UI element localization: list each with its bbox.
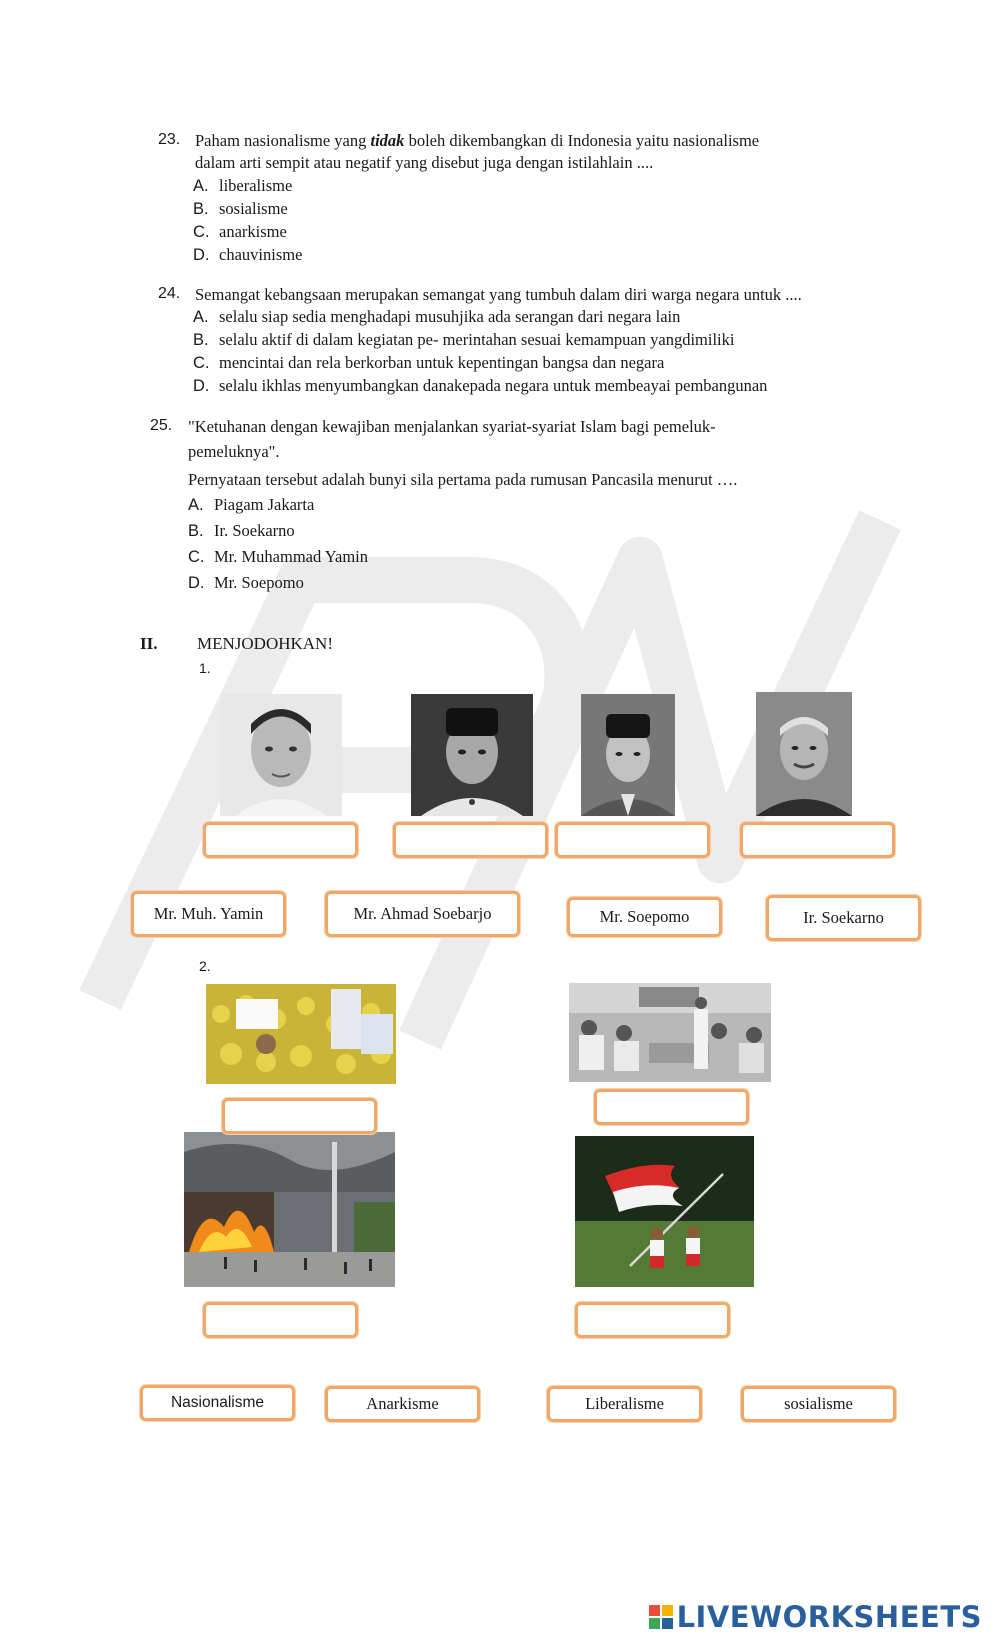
option-text: selalu aktif di dalam kegiatan pe- merintahan sesuai kemampuan yangdimiliki — [219, 330, 735, 349]
answer-box-photo-burning[interactable] — [203, 1302, 358, 1338]
answer-box-portrait-2[interactable] — [393, 822, 548, 858]
question-25-text-line3: Pernyataan tersebut adalah bunyi sila pertama pada rumusan Pancasila menurut …. — [188, 470, 738, 489]
option-text: liberalisme — [219, 176, 293, 195]
option-letter: D. — [193, 377, 210, 395]
option-text: selalu ikhlas menyumbangkan danakepada negara untuk membeayai pembangunan — [219, 376, 768, 395]
choice-sosialisme[interactable]: sosialisme — [741, 1386, 896, 1422]
question-23-option-a — [193, 176, 292, 196]
question-25-option-a — [188, 495, 314, 515]
question-23-option-b — [193, 199, 288, 219]
question-24-option-c — [193, 353, 664, 373]
option-letter: A. — [193, 177, 209, 195]
option-text: Mr. Soepomo — [214, 573, 304, 592]
question-23-number: 23. — [158, 131, 181, 148]
question-24-option-d — [193, 376, 767, 396]
question-24-option-b — [193, 330, 734, 350]
option-letter: D. — [188, 574, 205, 592]
photo-flag-children — [575, 1136, 754, 1287]
answer-box-portrait-3[interactable] — [555, 822, 710, 858]
portrait-photo-2 — [411, 694, 533, 816]
option-letter: C. — [193, 223, 210, 241]
option-letter: A. — [193, 308, 209, 326]
question-23-option-c — [193, 222, 287, 242]
question-25-number: 25. — [150, 417, 173, 434]
option-letter: A. — [188, 496, 204, 514]
question-24-number: 24. — [158, 285, 181, 302]
portrait-photo-1 — [220, 694, 342, 816]
option-letter: C. — [188, 548, 205, 566]
question-23-text-line2: dalam arti sempit atau negatif yang disebut juga dengan istilahlain .... — [195, 153, 654, 172]
choice-anarkisme[interactable]: Anarkisme — [325, 1386, 480, 1422]
choice-soekarno[interactable]: Ir. Soekarno — [766, 895, 921, 941]
liveworksheets-icon — [649, 1605, 673, 1629]
choice-muh-yamin[interactable]: Mr. Muh. Yamin — [131, 891, 286, 937]
option-letter: B. — [193, 200, 209, 218]
question-23-option-d — [193, 245, 302, 265]
answer-box-photo-meeting[interactable] — [594, 1089, 749, 1125]
question-23-text-end: boleh dikembangkan di Indonesia yaitu nasionalisme — [404, 131, 760, 150]
section-roman-numeral: II. — [140, 634, 158, 653]
choice-nasionalisme[interactable]: Nasionalisme — [140, 1385, 295, 1421]
photo-crowd-protest — [206, 984, 396, 1084]
answer-box-portrait-4[interactable] — [740, 822, 895, 858]
photo-burning-building — [184, 1132, 395, 1287]
option-text: selalu siap sedia menghadapi musuhjika ada serangan dari negara lain — [219, 307, 681, 326]
option-text: Piagam Jakarta — [214, 495, 315, 514]
question-23-emphasis: tidak — [370, 131, 405, 150]
portrait-photo-4 — [756, 692, 852, 816]
question-23-text — [195, 130, 855, 174]
answer-box-portrait-1[interactable] — [203, 822, 358, 858]
question-24-text: Semangat kebangsaan merupakan semangat yang tumbuh dalam diri warga negara untuk .... — [195, 285, 802, 304]
option-text: mencintai dan rela berkorban untuk kepentingan bangsa dan negara — [219, 353, 665, 372]
question-25-option-c — [188, 547, 368, 567]
part-1-label: 1. — [199, 660, 211, 676]
option-text: sosialisme — [219, 199, 288, 218]
question-25-text-line2: pemeluknya". — [188, 442, 280, 461]
option-text: Ir. Soekarno — [214, 521, 295, 540]
option-text: anarkisme — [219, 222, 287, 241]
answer-box-photo-flag[interactable] — [575, 1302, 730, 1338]
photo-meeting-room — [569, 983, 771, 1082]
choice-liberalisme[interactable]: Liberalisme — [547, 1386, 702, 1422]
option-letter: D. — [193, 246, 210, 264]
question-25-text-line1: "Ketuhanan dengan kewajiban menjalankan syariat-syariat Islam bagi pemeluk- — [188, 417, 716, 436]
portrait-photo-3 — [581, 694, 675, 816]
option-letter: B. — [188, 522, 204, 540]
option-letter: B. — [193, 331, 209, 349]
liveworksheets-wordmark: LIVEWORKSHEETS — [676, 1600, 982, 1634]
liveworksheets-logo — [649, 1600, 982, 1634]
section-title: MENJODOHKAN! — [197, 634, 333, 653]
choice-ahmad-soebarjo[interactable]: Mr. Ahmad Soebarjo — [325, 891, 520, 937]
question-25-option-d — [188, 573, 304, 593]
answer-box-photo-crowd[interactable] — [222, 1098, 377, 1134]
option-letter: C. — [193, 354, 210, 372]
option-text: chauvinisme — [219, 245, 303, 264]
part-2-label: 2. — [199, 958, 211, 974]
option-text: Mr. Muhammad Yamin — [214, 547, 369, 566]
question-25-option-b — [188, 521, 295, 541]
question-24-option-a — [193, 307, 680, 327]
question-23-text-start: Paham nasionalisme yang — [195, 131, 371, 150]
choice-soepomo[interactable]: Mr. Soepomo — [567, 897, 722, 937]
